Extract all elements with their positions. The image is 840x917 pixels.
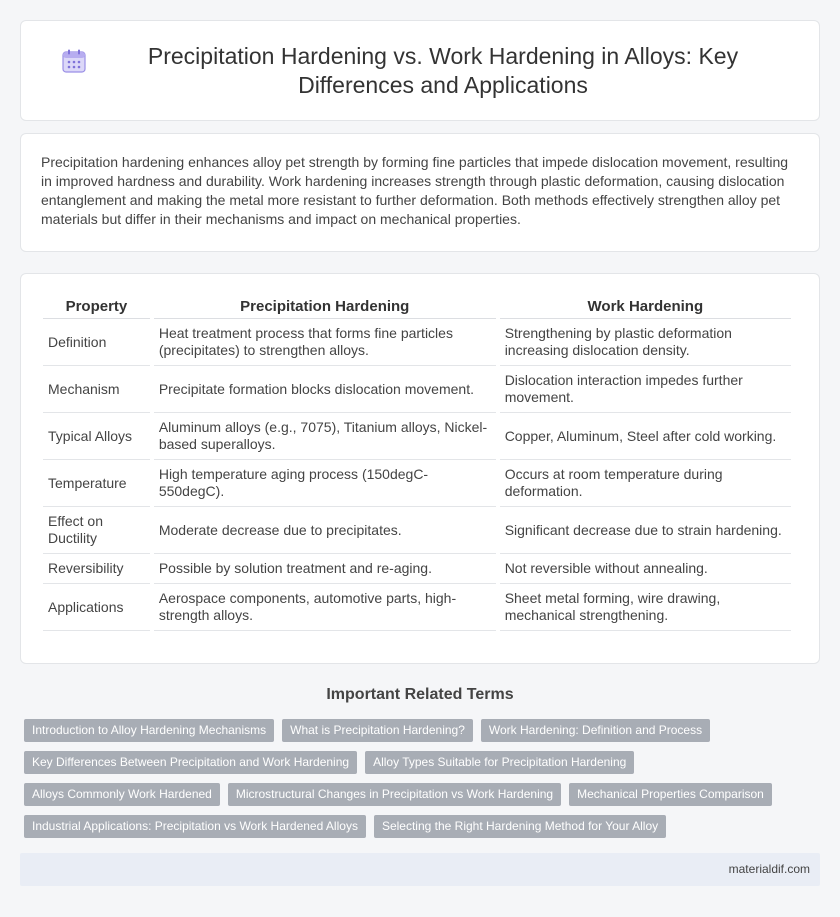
related-terms-title: Important Related Terms bbox=[326, 686, 514, 703]
comparison-table bbox=[39, 296, 795, 631]
row-precipitation: Heat treatment process that forms fine particles (precipitates) to strengthen alloys. bbox=[154, 319, 496, 366]
row-property: Effect on Ductility bbox=[43, 507, 150, 554]
table-row bbox=[43, 460, 791, 507]
row-work: Dislocation interaction impedes further movement. bbox=[500, 366, 791, 413]
intro-paragraph: Precipitation hardening enhances alloy pet strength by forming fine particles that impede dislocation movement, resulting in improved hardness and durability. Work hardening increases strength through plastic deformation, causing dislocation entanglement and making the metal more resistant to further deformation. Both methods effectively strengthen alloy pet materials but differ in their mechanisms and impact on mechanical properties. bbox=[41, 154, 789, 227]
row-work: Occurs at room temperature during deformation. bbox=[500, 460, 791, 507]
row-property: Applications bbox=[43, 584, 150, 631]
related-term-link[interactable]: Work Hardening: Definition and Process bbox=[481, 719, 710, 742]
related-term-link[interactable]: Alloys Commonly Work Hardened bbox=[24, 783, 220, 806]
header-work: Work Hardening bbox=[500, 296, 791, 319]
footer bbox=[20, 853, 820, 886]
footer-site-name: materialdif.com bbox=[728, 862, 810, 876]
row-work: Significant decrease due to strain hardening. bbox=[500, 507, 791, 554]
row-property: Typical Alloys bbox=[43, 413, 150, 460]
table-row bbox=[43, 507, 791, 554]
header-property: Property bbox=[43, 296, 150, 319]
row-precipitation: Aluminum alloys (e.g., 7075), Titanium alloys, Nickel-based superalloys. bbox=[154, 413, 496, 460]
intro-card bbox=[20, 133, 820, 252]
related-term-link[interactable]: What is Precipitation Hardening? bbox=[282, 719, 473, 742]
row-property: Temperature bbox=[43, 460, 150, 507]
header-precipitation: Precipitation Hardening bbox=[154, 296, 496, 319]
row-work: Copper, Aluminum, Steel after cold working. bbox=[500, 413, 791, 460]
related-terms-list bbox=[24, 719, 820, 838]
table-row bbox=[43, 319, 791, 366]
row-property: Reversibility bbox=[43, 554, 150, 584]
row-property: Definition bbox=[43, 319, 150, 366]
header-card bbox=[20, 20, 820, 121]
row-work: Sheet metal forming, wire drawing, mechanical strengthening. bbox=[500, 584, 791, 631]
page-title: Precipitation Hardening vs. Work Hardening in Alloys: Key Differences and Applications bbox=[147, 42, 739, 98]
related-term-link[interactable]: Alloy Types Suitable for Precipitation Hardening bbox=[365, 751, 634, 774]
row-precipitation: Moderate decrease due to precipitates. bbox=[154, 507, 496, 554]
row-precipitation: Aerospace components, automotive parts, high-strength alloys. bbox=[154, 584, 496, 631]
table-row bbox=[43, 584, 791, 631]
comparison-table-card bbox=[20, 273, 820, 664]
row-work: Not reversible without annealing. bbox=[500, 554, 791, 584]
calendar-icon bbox=[61, 48, 87, 74]
related-term-link[interactable]: Introduction to Alloy Hardening Mechanisms bbox=[24, 719, 274, 742]
table-row bbox=[43, 554, 791, 584]
row-property: Mechanism bbox=[43, 366, 150, 413]
row-precipitation: Possible by solution treatment and re-aging. bbox=[154, 554, 496, 584]
row-work: Strengthening by plastic deformation increasing dislocation density. bbox=[500, 319, 791, 366]
related-term-link[interactable]: Mechanical Properties Comparison bbox=[569, 783, 772, 806]
related-term-link[interactable]: Microstructural Changes in Precipitation vs Work Hardening bbox=[228, 783, 561, 806]
row-precipitation: High temperature aging process (150degC-550degC). bbox=[154, 460, 496, 507]
table-header-row bbox=[43, 296, 791, 319]
table-row bbox=[43, 413, 791, 460]
row-precipitation: Precipitate formation blocks dislocation movement. bbox=[154, 366, 496, 413]
related-term-link[interactable]: Industrial Applications: Precipitation vs Work Hardened Alloys bbox=[24, 815, 366, 838]
related-term-link[interactable]: Key Differences Between Precipitation and Work Hardening bbox=[24, 751, 357, 774]
table-row bbox=[43, 366, 791, 413]
related-term-link[interactable]: Selecting the Right Hardening Method for Your Alloy bbox=[374, 815, 666, 838]
